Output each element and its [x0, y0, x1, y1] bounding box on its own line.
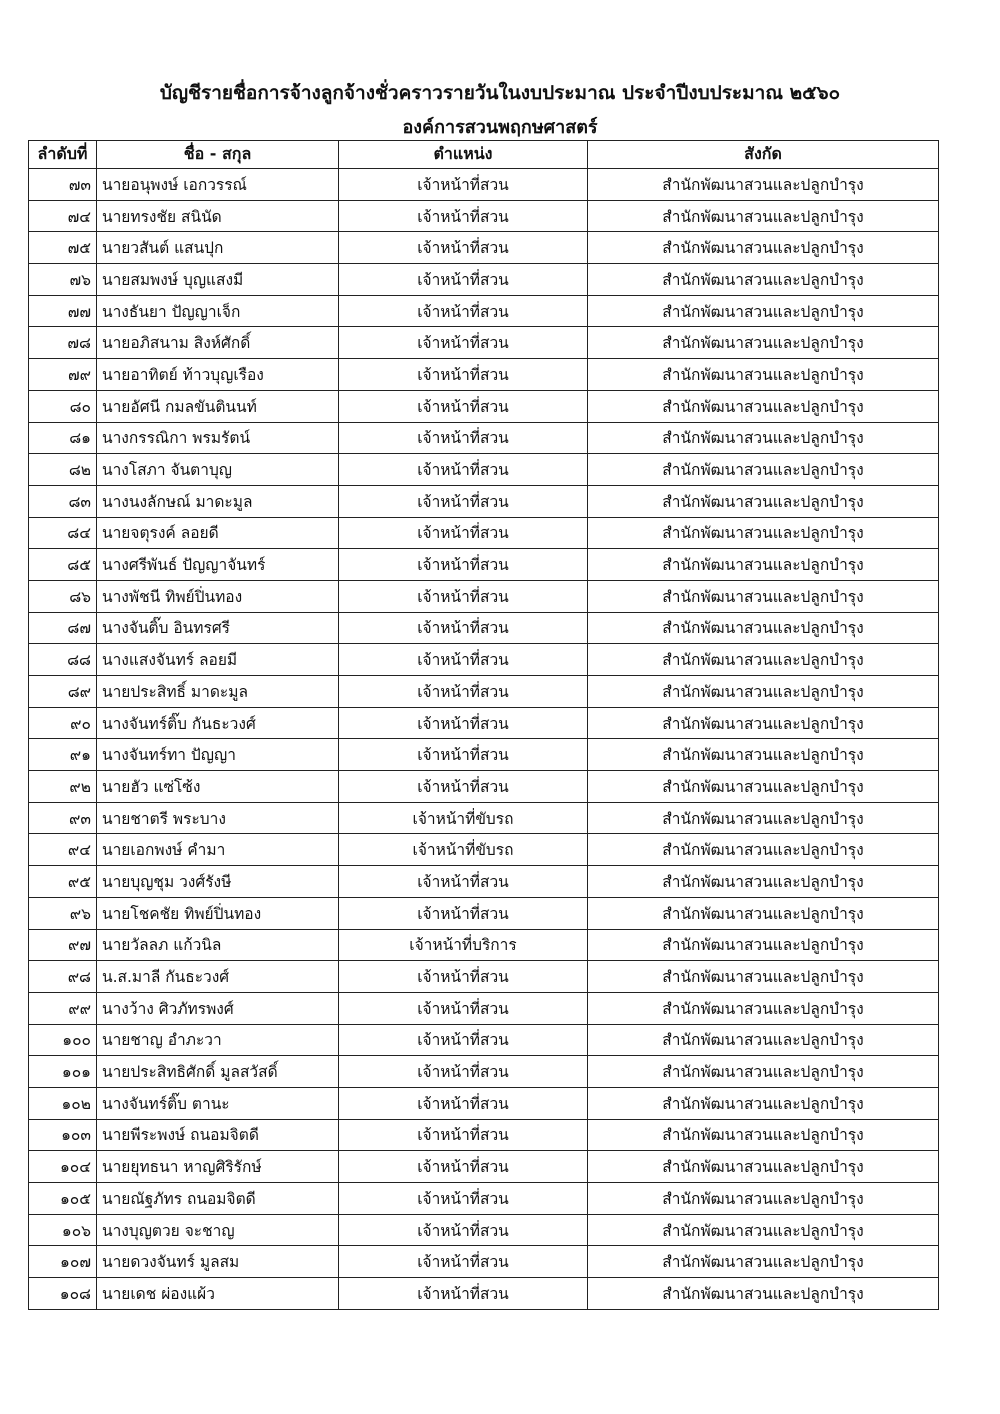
row-name: นายพีระพงษ์ ถนอมจิตดี	[97, 1119, 339, 1151]
row-department: สำนักพัฒนาสวนและปลูกบำรุง	[588, 1183, 939, 1215]
row-name: นางแสงจันทร์ ลอยมี	[97, 644, 339, 676]
row-department: สำนักพัฒนาสวนและปลูกบำรุง	[588, 771, 939, 803]
row-order: ๘๘	[29, 644, 97, 676]
row-name: นางบุญตวย จะชาญ	[97, 1214, 339, 1246]
row-position: เจ้าหน้าที่สวน	[339, 390, 588, 422]
table-row	[29, 961, 939, 993]
row-position: เจ้าหน้าที่สวน	[339, 1214, 588, 1246]
table-row	[29, 295, 939, 327]
row-position: เจ้าหน้าที่ขับรถ	[339, 834, 588, 866]
row-department: สำนักพัฒนาสวนและปลูกบำรุง	[588, 1087, 939, 1119]
row-name: นายดวงจันทร์ มูลสม	[97, 1246, 339, 1278]
table-row	[29, 580, 939, 612]
row-name: นายสมพงษ์ บุญแสงมี	[97, 264, 339, 296]
row-order: ๑๐๗	[29, 1246, 97, 1278]
row-order: ๘๐	[29, 390, 97, 422]
row-name: น.ส.มาลี กันธะวงศ์	[97, 961, 339, 993]
row-position: เจ้าหน้าที่สวน	[339, 1119, 588, 1151]
row-department: สำนักพัฒนาสวนและปลูกบำรุง	[588, 1151, 939, 1183]
table-row	[29, 897, 939, 929]
row-position: เจ้าหน้าที่สวน	[339, 549, 588, 581]
row-department: สำนักพัฒนาสวนและปลูกบำรุง	[588, 580, 939, 612]
row-position: เจ้าหน้าที่สวน	[339, 707, 588, 739]
row-order: ๘๔	[29, 517, 97, 549]
row-department: สำนักพัฒนาสวนและปลูกบำรุง	[588, 454, 939, 486]
row-department: สำนักพัฒนาสวนและปลูกบำรุง	[588, 485, 939, 517]
row-position: เจ้าหน้าที่สวน	[339, 517, 588, 549]
table-row	[29, 1056, 939, 1088]
row-department: สำนักพัฒนาสวนและปลูกบำรุง	[588, 549, 939, 581]
table-row	[29, 359, 939, 391]
table-row	[29, 485, 939, 517]
table-row	[29, 707, 939, 739]
row-position: เจ้าหน้าที่สวน	[339, 295, 588, 327]
table-row	[29, 1183, 939, 1215]
table-row	[29, 771, 939, 803]
row-position: เจ้าหน้าที่สวน	[339, 359, 588, 391]
row-department: สำนักพัฒนาสวนและปลูกบำรุง	[588, 1056, 939, 1088]
row-order: ๙๐	[29, 707, 97, 739]
row-order: ๙๔	[29, 834, 97, 866]
row-position: เจ้าหน้าที่สวน	[339, 169, 588, 201]
row-department: สำนักพัฒนาสวนและปลูกบำรุง	[588, 739, 939, 771]
row-order: ๙๒	[29, 771, 97, 803]
row-order: ๙๗	[29, 929, 97, 961]
row-department: สำนักพัฒนาสวนและปลูกบำรุง	[588, 264, 939, 296]
row-department: สำนักพัฒนาสวนและปลูกบำรุง	[588, 295, 939, 327]
row-department: สำนักพัฒนาสวนและปลูกบำรุง	[588, 897, 939, 929]
document-subtitle: องค์การสวนพฤกษศาสตร์	[402, 117, 598, 138]
row-order: ๗๖	[29, 264, 97, 296]
row-name: นายอนุพงษ์ เอกวรรณ์	[97, 169, 339, 201]
table-row	[29, 992, 939, 1024]
document-title: บัญชีรายชื่อการจ้างลูกจ้างชั่วคราวรายวันในงบประมาณ ประจำปีงบประมาณ ๒๕๖๐	[159, 82, 841, 104]
row-order: ๘๙	[29, 676, 97, 708]
row-department: สำนักพัฒนาสวนและปลูกบำรุง	[588, 169, 939, 201]
row-name: นางจันติ๊บ อินทรศรี	[97, 612, 339, 644]
row-department: สำนักพัฒนาสวนและปลูกบำรุง	[588, 961, 939, 993]
row-position: เจ้าหน้าที่สวน	[339, 897, 588, 929]
table-row	[29, 834, 939, 866]
row-order: ๑๐๘	[29, 1278, 97, 1310]
row-order: ๙๙	[29, 992, 97, 1024]
row-department: สำนักพัฒนาสวนและปลูกบำรุง	[588, 200, 939, 232]
row-position: เจ้าหน้าที่สวน	[339, 485, 588, 517]
table-row	[29, 676, 939, 708]
table-row	[29, 1214, 939, 1246]
row-position: เจ้าหน้าที่สวน	[339, 676, 588, 708]
row-department: สำนักพัฒนาสวนและปลูกบำรุง	[588, 1246, 939, 1278]
row-position: เจ้าหน้าที่สวน	[339, 1246, 588, 1278]
row-order: ๗๘	[29, 327, 97, 359]
roster-table	[28, 140, 939, 1310]
table-row	[29, 422, 939, 454]
table-row	[29, 929, 939, 961]
row-position: เจ้าหน้าที่สวน	[339, 1183, 588, 1215]
row-name: นายชาตรี พระบาง	[97, 802, 339, 834]
row-position: เจ้าหน้าที่บริการ	[339, 929, 588, 961]
row-position: เจ้าหน้าที่สวน	[339, 866, 588, 898]
row-order: ๑๐๒	[29, 1087, 97, 1119]
row-position: เจ้าหน้าที่ขับรถ	[339, 802, 588, 834]
header-row	[29, 141, 939, 169]
table-row	[29, 802, 939, 834]
row-department: สำนักพัฒนาสวนและปลูกบำรุง	[588, 232, 939, 264]
row-order: ๑๐๑	[29, 1056, 97, 1088]
table-body	[29, 169, 939, 1310]
row-order: ๗๙	[29, 359, 97, 391]
row-order: ๗๗	[29, 295, 97, 327]
row-position: เจ้าหน้าที่สวน	[339, 1087, 588, 1119]
header-name: ชื่อ - สกุล	[97, 141, 339, 169]
table-row	[29, 1246, 939, 1278]
row-name: นายอภิสนาม สิงห์ศักดิ์	[97, 327, 339, 359]
table-row	[29, 327, 939, 359]
header-position: ตำแหน่ง	[339, 141, 588, 169]
row-order: ๑๐๓	[29, 1119, 97, 1151]
row-name: นายณัฐภัทร ถนอมจิตดี	[97, 1183, 339, 1215]
table-row	[29, 454, 939, 486]
row-position: เจ้าหน้าที่สวน	[339, 1056, 588, 1088]
row-name: นางจันทร์ทา ปัญญา	[97, 739, 339, 771]
row-name: นางนงลักษณ์ มาดะมูล	[97, 485, 339, 517]
row-department: สำนักพัฒนาสวนและปลูกบำรุง	[588, 517, 939, 549]
row-department: สำนักพัฒนาสวนและปลูกบำรุง	[588, 1024, 939, 1056]
row-position: เจ้าหน้าที่สวน	[339, 454, 588, 486]
row-department: สำนักพัฒนาสวนและปลูกบำรุง	[588, 866, 939, 898]
row-department: สำนักพัฒนาสวนและปลูกบำรุง	[588, 929, 939, 961]
row-name: นายจตุรงค์ ลอยดี	[97, 517, 339, 549]
header-department: สังกัด	[588, 141, 939, 169]
row-department: สำนักพัฒนาสวนและปลูกบำรุง	[588, 359, 939, 391]
row-order: ๙๓	[29, 802, 97, 834]
row-name: นางจันทร์ติ๊บ กันธะวงศ์	[97, 707, 339, 739]
row-name: นายบุญชุม วงศ์รังษี	[97, 866, 339, 898]
table-row	[29, 390, 939, 422]
row-position: เจ้าหน้าที่สวน	[339, 644, 588, 676]
row-position: เจ้าหน้าที่สวน	[339, 739, 588, 771]
table-row	[29, 1119, 939, 1151]
row-name: นางจันทร์ติ๊บ ตานะ	[97, 1087, 339, 1119]
row-name: นายยุทธนา หาญศิริรักษ์	[97, 1151, 339, 1183]
table-row	[29, 264, 939, 296]
row-department: สำนักพัฒนาสวนและปลูกบำรุง	[588, 1214, 939, 1246]
row-order: ๑๐๕	[29, 1183, 97, 1215]
row-department: สำนักพัฒนาสวนและปลูกบำรุง	[588, 802, 939, 834]
row-order: ๗๔	[29, 200, 97, 232]
row-position: เจ้าหน้าที่สวน	[339, 1024, 588, 1056]
row-order: ๘๓	[29, 485, 97, 517]
row-name: นายวัลลภ แก้วนิล	[97, 929, 339, 961]
row-name: นางธันยา ปัญญาเจ็ก	[97, 295, 339, 327]
table-row	[29, 549, 939, 581]
row-name: นางว้าง ศิวภัทรพงศ์	[97, 992, 339, 1024]
row-name: นายฮัว แซ่โซ้ง	[97, 771, 339, 803]
table-row	[29, 739, 939, 771]
row-position: เจ้าหน้าที่สวน	[339, 612, 588, 644]
row-order: ๘๖	[29, 580, 97, 612]
row-department: สำนักพัฒนาสวนและปลูกบำรุง	[588, 390, 939, 422]
row-department: สำนักพัฒนาสวนและปลูกบำรุง	[588, 676, 939, 708]
row-department: สำนักพัฒนาสวนและปลูกบำรุง	[588, 707, 939, 739]
row-name: นายเดช ผ่องแผ้ว	[97, 1278, 339, 1310]
row-name: นายประสิทธิ์ มาดะมูล	[97, 676, 339, 708]
row-name: นางศรีพันธ์ ปัญญาจันทร์	[97, 549, 339, 581]
row-department: สำนักพัฒนาสวนและปลูกบำรุง	[588, 327, 939, 359]
table-row	[29, 644, 939, 676]
row-name: นายทรงชัย สนินัด	[97, 200, 339, 232]
row-position: เจ้าหน้าที่สวน	[339, 200, 588, 232]
table-row	[29, 517, 939, 549]
row-position: เจ้าหน้าที่สวน	[339, 1151, 588, 1183]
row-department: สำนักพัฒนาสวนและปลูกบำรุง	[588, 422, 939, 454]
row-position: เจ้าหน้าที่สวน	[339, 771, 588, 803]
row-order: ๗๕	[29, 232, 97, 264]
row-department: สำนักพัฒนาสวนและปลูกบำรุง	[588, 1119, 939, 1151]
row-order: ๑๐๖	[29, 1214, 97, 1246]
header-order: ลำดับที่	[29, 141, 97, 169]
row-name: นายประสิทธิศักดิ์ มูลสวัสดิ์	[97, 1056, 339, 1088]
row-position: เจ้าหน้าที่สวน	[339, 422, 588, 454]
row-name: นางกรรณิกา พรมรัตน์	[97, 422, 339, 454]
row-name: นายวสันต์ แสนปุก	[97, 232, 339, 264]
row-position: เจ้าหน้าที่สวน	[339, 961, 588, 993]
table-header	[29, 141, 939, 169]
row-order: ๗๓	[29, 169, 97, 201]
row-order: ๙๘	[29, 961, 97, 993]
table-row	[29, 1151, 939, 1183]
row-department: สำนักพัฒนาสวนและปลูกบำรุง	[588, 612, 939, 644]
table-row	[29, 1087, 939, 1119]
row-order: ๘๕	[29, 549, 97, 581]
table-row	[29, 866, 939, 898]
table-row	[29, 200, 939, 232]
row-position: เจ้าหน้าที่สวน	[339, 580, 588, 612]
row-name: นายโชคชัย ทิพย์ปิ่นทอง	[97, 897, 339, 929]
row-order: ๘๑	[29, 422, 97, 454]
row-department: สำนักพัฒนาสวนและปลูกบำรุง	[588, 834, 939, 866]
table-row	[29, 232, 939, 264]
row-order: ๑๐๔	[29, 1151, 97, 1183]
row-name: นายอัศนี กมลขันตินนท์	[97, 390, 339, 422]
table-row	[29, 1024, 939, 1056]
row-position: เจ้าหน้าที่สวน	[339, 327, 588, 359]
row-department: สำนักพัฒนาสวนและปลูกบำรุง	[588, 644, 939, 676]
row-name: นายชาญ อำภะวา	[97, 1024, 339, 1056]
row-position: เจ้าหน้าที่สวน	[339, 232, 588, 264]
row-order: ๘๗	[29, 612, 97, 644]
table-row	[29, 1278, 939, 1310]
row-name: นายเอกพงษ์ คำมา	[97, 834, 339, 866]
row-order: ๙๕	[29, 866, 97, 898]
row-position: เจ้าหน้าที่สวน	[339, 264, 588, 296]
row-order: ๘๒	[29, 454, 97, 486]
row-department: สำนักพัฒนาสวนและปลูกบำรุง	[588, 1278, 939, 1310]
row-position: เจ้าหน้าที่สวน	[339, 992, 588, 1024]
row-position: เจ้าหน้าที่สวน	[339, 1278, 588, 1310]
row-order: ๑๐๐	[29, 1024, 97, 1056]
row-name: นางพัชนี ทิพย์ปิ่นทอง	[97, 580, 339, 612]
table-row	[29, 612, 939, 644]
row-order: ๙๖	[29, 897, 97, 929]
row-department: สำนักพัฒนาสวนและปลูกบำรุง	[588, 992, 939, 1024]
row-name: นางโสภา จันตาบุญ	[97, 454, 339, 486]
row-name: นายอาทิตย์ ท้าวบุญเรือง	[97, 359, 339, 391]
table-row	[29, 169, 939, 201]
row-order: ๙๑	[29, 739, 97, 771]
